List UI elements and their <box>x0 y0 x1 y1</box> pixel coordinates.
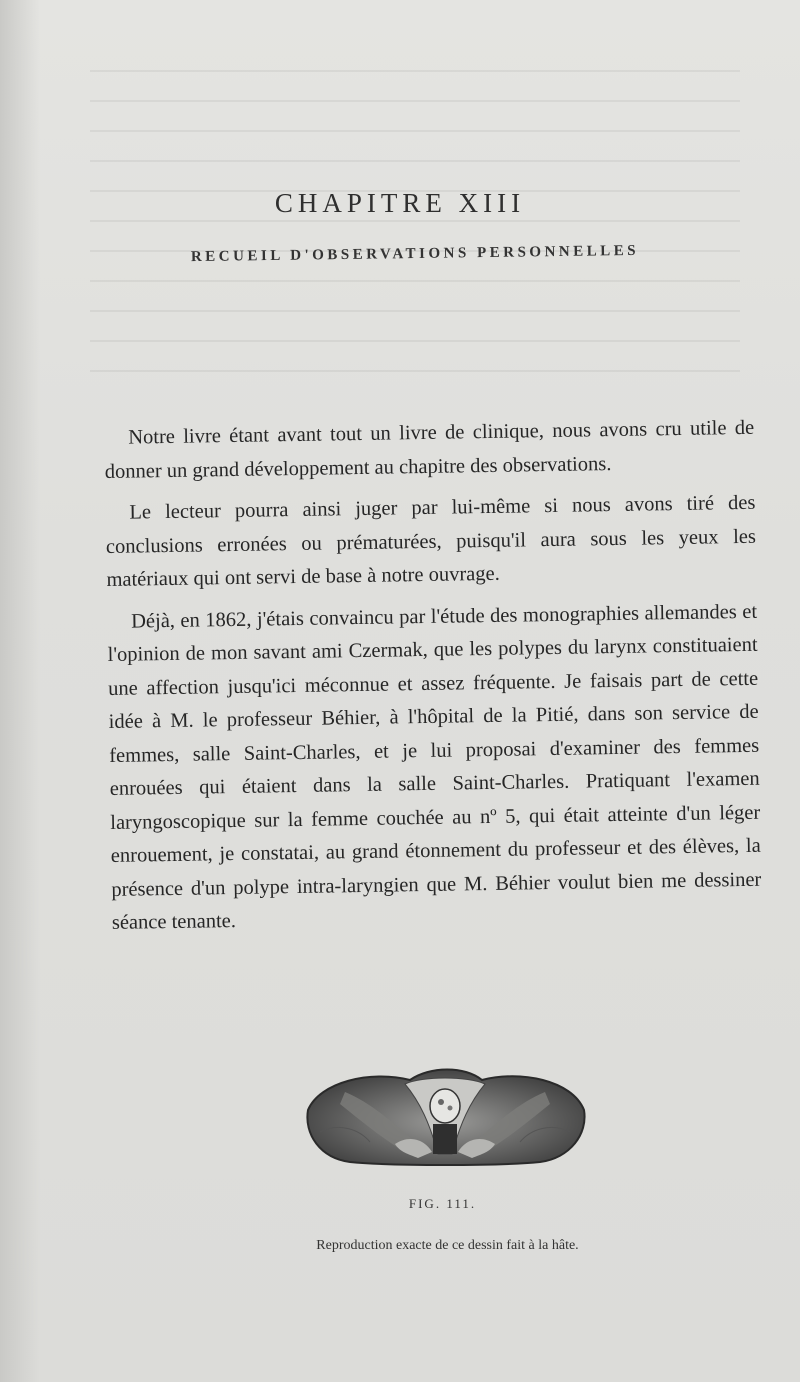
body-text <box>104 412 762 949</box>
paragraph-2: Le lecteur pourra ainsi juger par lui-même si nous avons tiré des conclusions erronées ou prématurées, puisqu'il aura sous les yeux les matériaux qui ont servi de base à notre ouvrage. <box>105 491 757 591</box>
paragraph-3: Déjà, en 1862, j'étais convaincu par l'étude des monographies allemandes et l'opinion de mon savant ami Czermak, que les polypes du larynx constituaient une affection jusqu'ici méconnue et assez fréquente. Je faisais part de cette idée à M. le professeur Béhier, à l'hôpital de la Pitié, dans son service de femmes, salle Saint-Charles, et je lui proposai d'examiner des femmes enrouées qui étaient dans la salle Saint-Charles. Pratiquant l'examen laryngoscopique sur la femme couchée au nº 5, qui était atteinte d'un léger enrouement, je constatai, au grand étonnement du professeur et des élèves, la présence d'un polype intra-laryngien que M. Béhier voulut bien me dessiner séance tenante. <box>107 600 762 934</box>
chapter-title: CHAPITRE XIII <box>274 188 526 218</box>
chapter-subtitle: RECUEIL D'OBSERVATIONS PERSONNELLES <box>190 242 640 266</box>
figure-caption: Reproduction exacte de ce dessin fait à la hâte. <box>316 1238 579 1253</box>
larynx-polyp-illustration <box>300 1062 590 1172</box>
figure-label: FIG. 111. <box>408 1196 477 1211</box>
bleed-through-text <box>90 70 740 400</box>
paragraph-1: Notre livre étant avant tout un livre de clinique, nous avons cru utile de donner un grand développement au chapitre des observations. <box>104 416 755 483</box>
